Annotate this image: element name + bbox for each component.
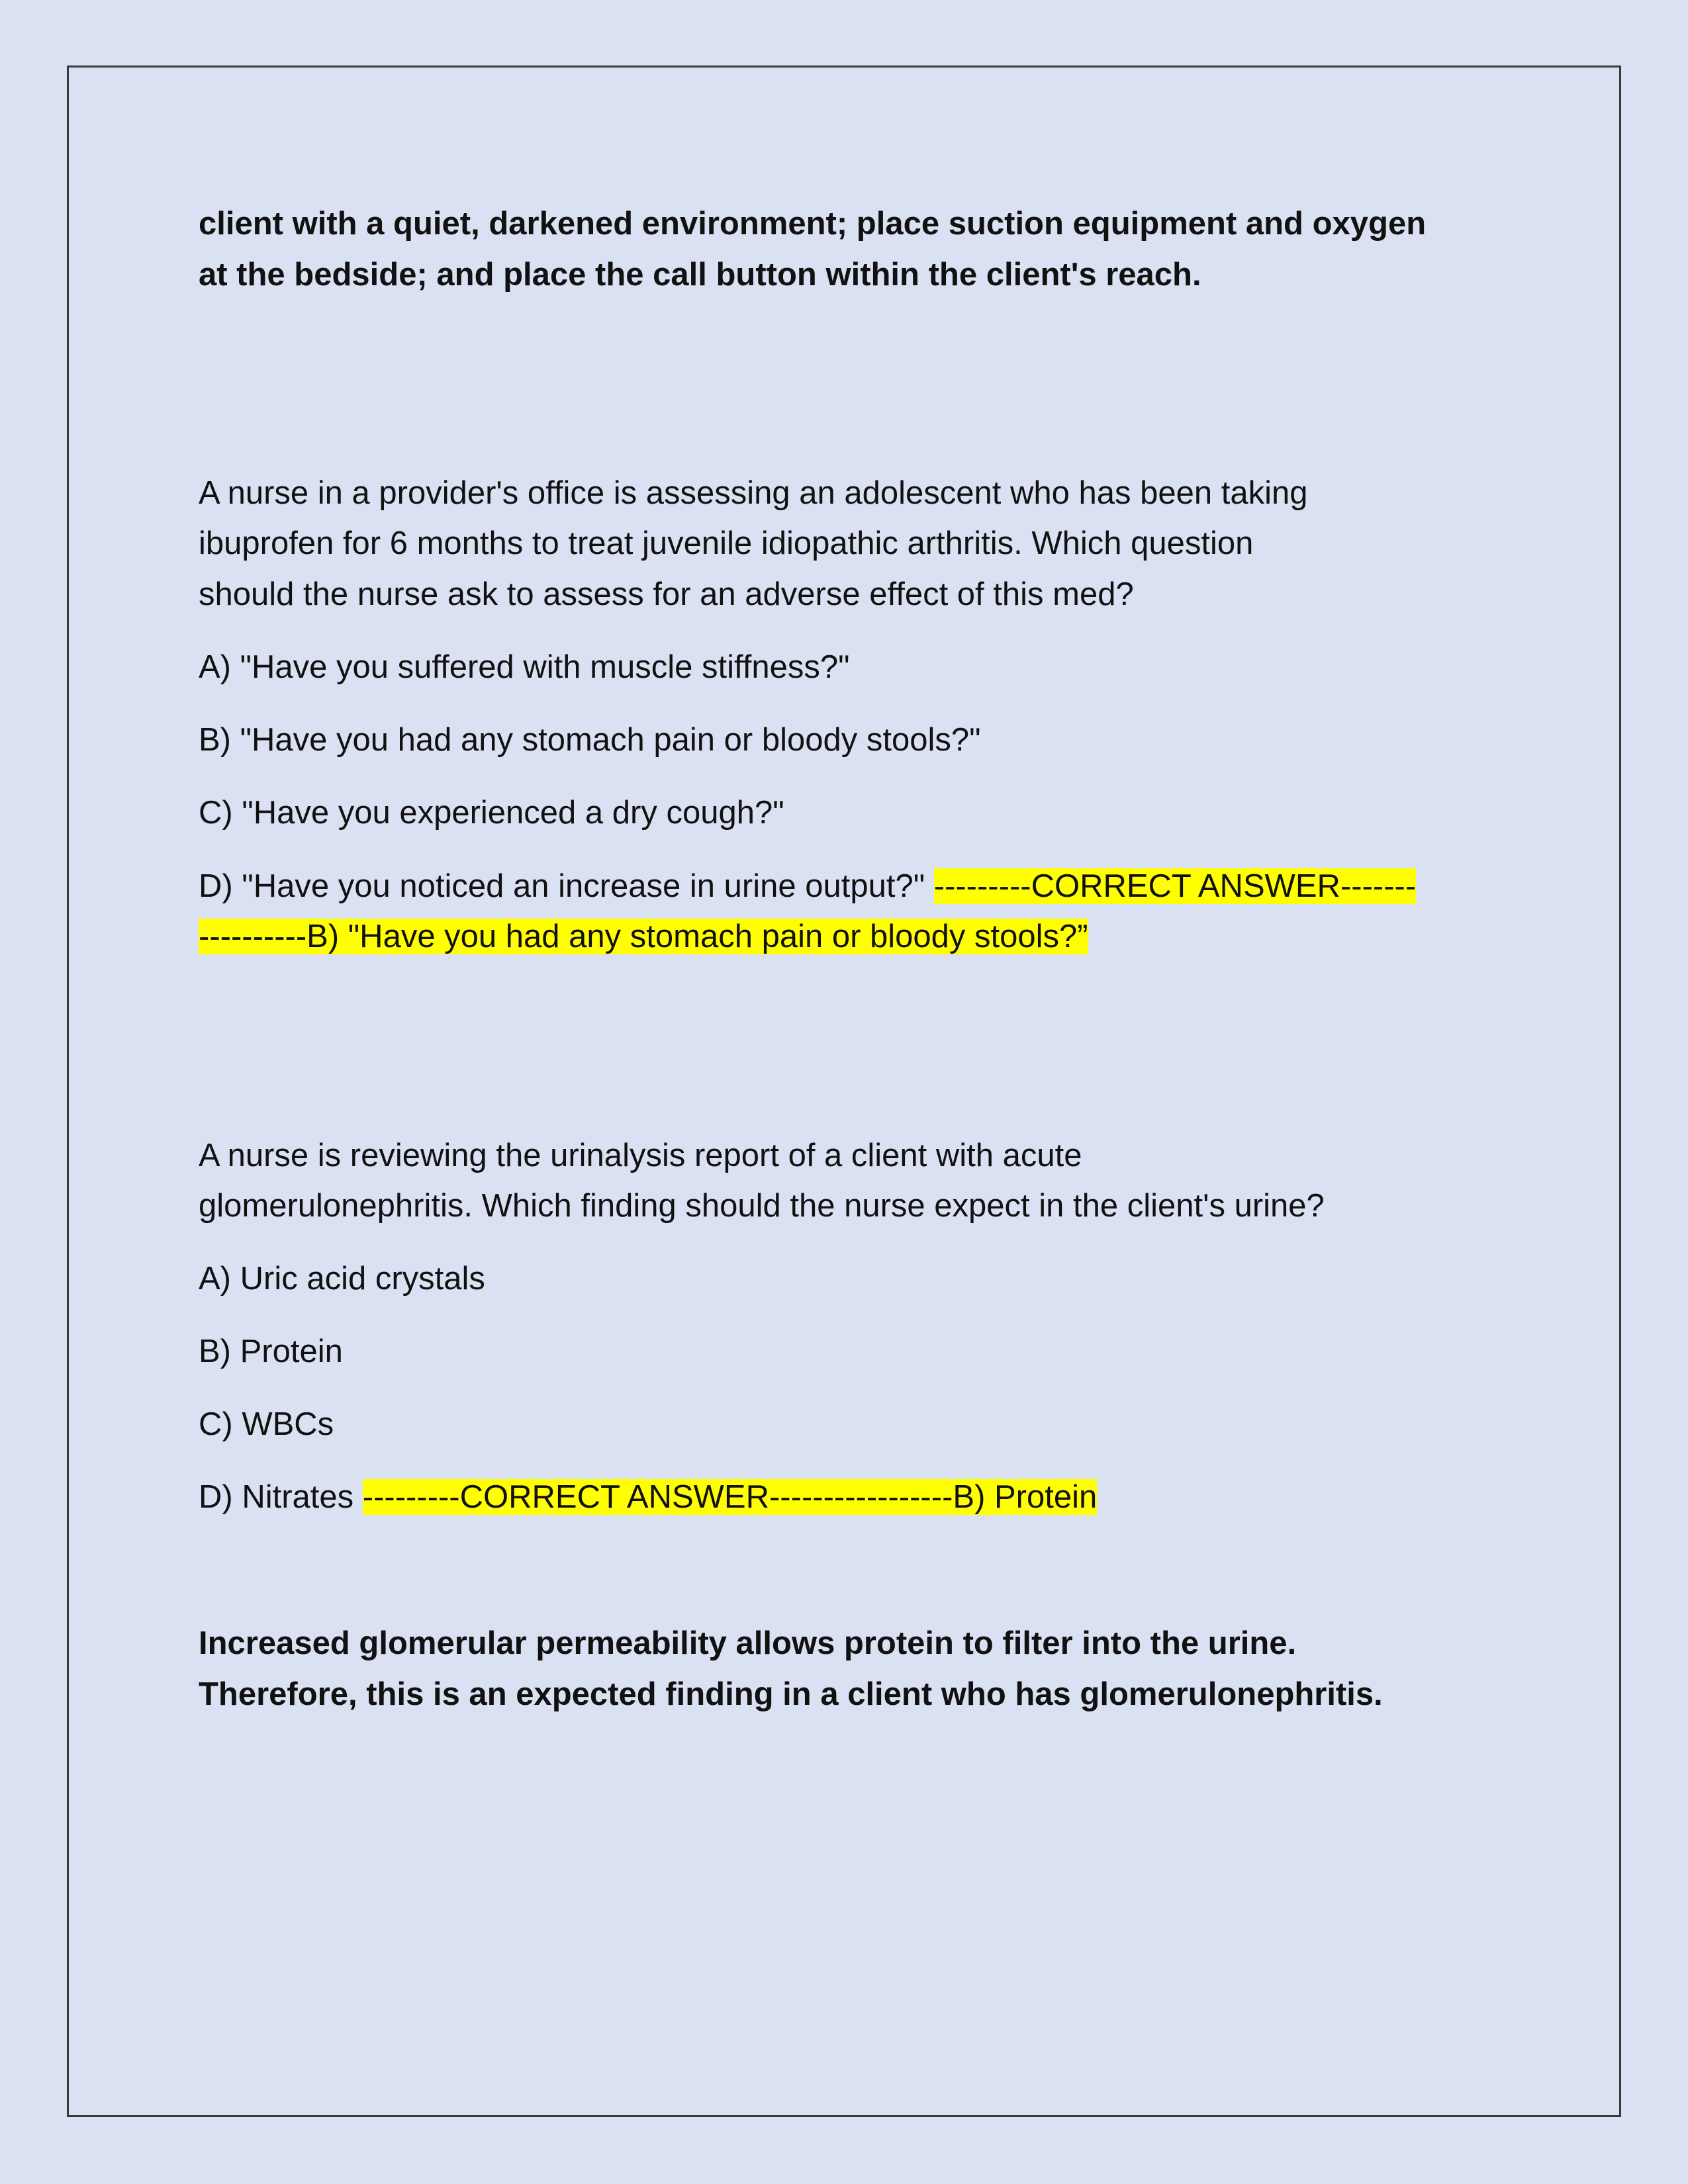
- rationale-line-2: Therefore, this is an expected finding in a client who has glomerulonephritis.: [199, 1676, 1383, 1712]
- question-2-option-c: C) WBCs: [199, 1406, 334, 1442]
- question-1-option-c: C) "Have you experienced a dry cough?": [199, 795, 784, 831]
- intro-line-1: client with a quiet, darkened environment; place suction equipment and oxygen: [199, 206, 1427, 242]
- rationale-line-1: Increased glomerular permeability allows protein to filter into the urine.: [199, 1625, 1297, 1661]
- question-2-option-a: A) Uric acid crystals: [199, 1261, 485, 1297]
- question-1-correct-answer-value: ----------B) "Have you had any stomach pain or bloody stools?”: [199, 919, 1088, 954]
- question-1-answer-line-2: [199, 917, 1088, 956]
- question-1-option-a: A) "Have you suffered with muscle stiffness?": [199, 649, 850, 685]
- question-1-stem-line-2: ibuprofen for 6 months to treat juvenile idiopathic arthritis. Which question: [199, 525, 1254, 561]
- question-1-option-d-line: [199, 866, 1416, 906]
- question-1-stem-line-3: should the nurse ask to assess for an adverse effect of this med?: [199, 576, 1134, 612]
- question-2-option-b: B) Protein: [199, 1334, 343, 1369]
- question-2-option-d: D) Nitrates: [199, 1479, 363, 1515]
- intro-line-2: at the bedside; and place the call button within the client's reach.: [199, 257, 1201, 293]
- question-2-stem-line-1: A nurse is reviewing the urinalysis report of a client with acute: [199, 1138, 1082, 1173]
- question-1-stem-line-1: A nurse in a provider's office is assessing an adolescent who has been taking: [199, 475, 1308, 511]
- question-2-option-d-line: [199, 1477, 1097, 1517]
- page-border: [67, 66, 1621, 2117]
- question-1-option-d: D) "Have you noticed an increase in urine output?": [199, 868, 934, 904]
- question-1-option-b: B) "Have you had any stomach pain or bloody stools?": [199, 722, 981, 758]
- question-2-stem-line-2: glomerulonephritis. Which finding should the nurse expect in the client's urine?: [199, 1188, 1325, 1224]
- question-2-correct-answer: ---------CORRECT ANSWER-----------------B) Protein: [362, 1479, 1098, 1515]
- question-1-correct-answer-label: ---------CORRECT ANSWER-------: [933, 868, 1417, 904]
